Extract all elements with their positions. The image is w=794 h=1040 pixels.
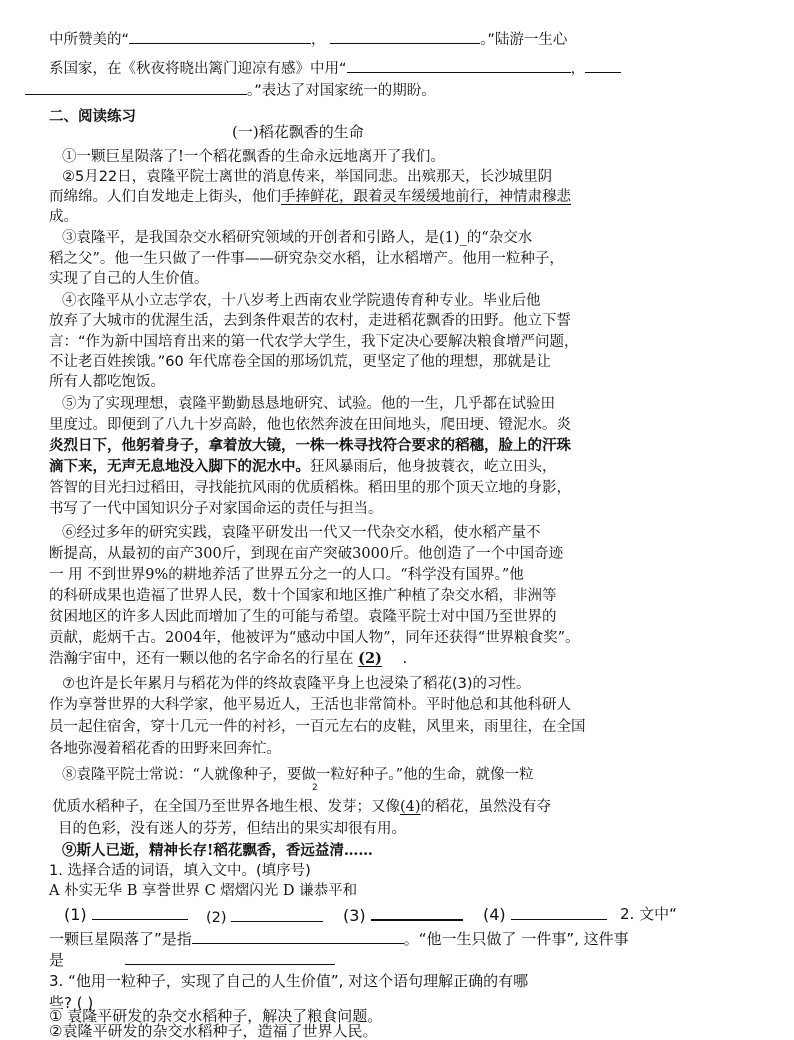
question-2-line — [49, 950, 335, 969]
option-1[interactable]: ① 袁隆平研发的杂交水稻种子，解决了粮食问题。 — [49, 1007, 383, 1025]
paragraph-line: ⑤为了实现理想，袁隆平勤勤恳恳地研究、试验。他的一生，几乎都在试验田 — [62, 396, 555, 412]
paragraph-line: 目的色彩，没有迷人的芬芳，但结出的果实却很有用。 — [58, 821, 406, 837]
paragraph-line: 答智的目光扫过稻田，寻找能抗风雨的优质稻株。稻田里的那个顶天立地的身影， — [49, 480, 571, 496]
paragraph-line: ①一颗巨星陨落了!一个稻花飘香的生命永远地离开了我们。 — [62, 149, 445, 165]
paragraph-line: 一 用 不到世界9%的耕地养活了世界五分之一的人口。“科学没有国界。”他 — [49, 567, 524, 583]
question-3: 3. “他用一粒种子，实现了自己的人生价值”, 对这个语句理解正确的有哪 — [49, 972, 529, 990]
answer-blank[interactable] — [92, 905, 188, 920]
answer-row — [64, 905, 188, 924]
question-1: 1. 选择合适的词语，填入文中。(填序号) — [49, 863, 311, 879]
answer-blank[interactable] — [231, 907, 323, 922]
line-text: 。”表达了对国家统一的期盼。 — [247, 83, 436, 99]
paragraph-line: 作为享誉世界的大科学家，他平易近人，王活也非常简朴。平时他总和其他科研人 — [49, 697, 571, 713]
line-text: 是 — [49, 951, 65, 969]
underlined-text: 手捧鲜花，跟着灵车缓缓地前行，神情肃穆悲 — [281, 189, 571, 205]
paragraph-line: ⑧袁隆平院士常说：“人就像种子，要做一粒好种子。”他的生命，就像一粒 — [62, 767, 534, 783]
paragraph-line: ④衣隆平从小立志学农，十八岁考上西南农业学院遗传育种专业。毕业后他 — [62, 293, 541, 309]
answer-label: (1) — [64, 905, 87, 924]
paragraph-line: 贡献，彪炳千古。2004年，他被评为“感动中国人物”，同年还获得“世界粮食奖”。 — [49, 630, 580, 646]
paragraph-line: 稻之父”。他一生只做了一件事——研究杂交水稻，让水稻增产。他用一粒种子， — [49, 251, 564, 267]
line-text: . — [402, 651, 408, 667]
paragraph-line: 放弃了大城市的优渥生活，去到条件艰苦的农村，走进稻花飘香的田野。他立下誓 — [49, 313, 571, 329]
paragraph-line: ⑦也许是长年累月与稻花为伴的终故袁隆平身上也浸染了稻花(3)的习性。 — [62, 676, 531, 692]
answer-blank[interactable] — [585, 58, 621, 73]
paragraph-line: ⑥经过多年的研究实践，袁隆平研发出一代又一代杂交水稻，使水稻产量不 — [62, 525, 541, 541]
paragraph-line: 各地弥漫着稻花香的田野来回奔忙。 — [49, 741, 281, 757]
answer-blank[interactable] — [25, 80, 247, 95]
line-text: 狂风暴雨后，他身披蓑衣，屹立田头， — [310, 459, 557, 475]
text-line — [25, 80, 436, 100]
answer-label: (3) — [343, 906, 366, 925]
line-text: 。”陆游一生心 — [480, 32, 568, 48]
answer-blank[interactable] — [347, 58, 571, 73]
line-text: ， — [311, 32, 326, 48]
paragraph-line: 里度过。即便到了八九十岁高龄，他也依然奔波在田间地头，爬田埂、镫泥水。炎 — [49, 417, 571, 433]
answer-label: (4) — [483, 905, 506, 924]
line-text: 中所赞美的“ — [49, 32, 130, 48]
paragraph-line — [49, 650, 407, 668]
answer-blank[interactable] — [511, 905, 607, 920]
blank-marker: (2) — [358, 650, 382, 667]
line-text: 优质水稻种子，在全国乃至世界各地生根、发芽；又像 — [52, 799, 400, 815]
question-3-paren[interactable]: 些? ( ) — [49, 994, 94, 1012]
paragraph-line: ③袁隆平，是我国杂交水稻研究领域的开创者和引路人，是(1)_的“杂交水 — [62, 230, 533, 246]
blank-marker: (4) — [400, 799, 421, 815]
paragraph-line — [49, 188, 571, 206]
paragraph-line: 断提高，从最初的亩产300斤，到现在亩产突破3000斤。他创造了一个中国奇迹 — [49, 546, 564, 562]
line-text: ， — [570, 61, 586, 77]
answer-row — [483, 905, 607, 924]
question-2-start: 2. 文中“ — [620, 905, 677, 923]
paragraph-line: 不让老百姓挨饿。”60 年代席卷全国的那场饥荒，更坚定了他的理想，那就是让 — [49, 354, 551, 370]
answer-label: (2) — [206, 910, 227, 926]
passage-title: (一)稻花飘香的生命 — [232, 123, 364, 141]
line-text: 的稻花，虽然没有夺 — [420, 799, 552, 815]
paragraph-line: 所有人都吃饱饭。 — [49, 374, 165, 390]
page-number: 2 — [312, 783, 318, 793]
section-heading: 二、阅读练习 — [49, 109, 136, 125]
bold-text: 滴下来，无声无息地没入脚下的泥水中。 — [49, 459, 310, 475]
question-1-options: A 朴实无华 B 享誉世界 C 熠熠闪光 D 谦恭平和 — [49, 883, 358, 899]
paragraph-line: 言：“作为新中国培育出来的第一代农学大学生，我下定决心要解决粮食增严问题， — [49, 334, 579, 350]
answer-blank[interactable] — [125, 950, 335, 965]
paragraph-line: 贫困地区的许多人因此而增加了生的可能与希望。袁隆平院士对中国乃至世界的 — [49, 609, 557, 625]
line-text: 浩瀚宇宙中，还有一颗以他的名字命名的行星在 — [49, 651, 354, 667]
paragraph-line: 员一起住宿舍，穿十几元一件的衬衫，一百元左右的皮鞋，风里来，雨里往，在全国 — [49, 719, 586, 735]
question-2-line — [49, 929, 629, 948]
answer-row — [206, 907, 323, 927]
text-line — [49, 29, 567, 49]
paragraph-line: ⑨斯人已逝，精神长存!稻花飘香，香远益清…… — [62, 842, 373, 859]
line-text: 一颗巨星陨落了”是指 — [49, 930, 192, 948]
line-text: 而绵绵。人们自发地走上街头，他们 — [49, 189, 281, 205]
paragraph-line: 书写了一代中国知识分子对家国命运的责任与担当。 — [49, 501, 383, 517]
line-text: 系国家，在《秋夜将晓出篱门迎凉有感》中用“ — [49, 61, 347, 77]
line-text: 。“他一生只做了 一件事”, 这件事 — [403, 930, 629, 948]
paragraph-line — [49, 458, 557, 476]
paragraph-line: 的科研成果也造福了世界人民，数十个国家和地区推广种植了杂交水稻，非洲等 — [49, 588, 557, 604]
paragraph-line: 实现了自己的人生价值。 — [49, 271, 209, 287]
text-line — [49, 58, 621, 78]
answer-blank[interactable] — [371, 905, 463, 921]
paragraph-line — [52, 798, 551, 816]
answer-blank[interactable] — [192, 929, 404, 944]
answer-blank[interactable] — [129, 29, 311, 44]
paragraph-line: 炎烈日下，他躬着身子，拿着放大镜，一株一株寻找符合要求的稻穗，脸上的汗珠 — [49, 437, 571, 454]
paragraph-line: ②5月22日，袁隆平院士离世的消息传来，举国同悲。出殡那天，长沙城里阴 — [62, 169, 553, 185]
option-2[interactable]: ②袁隆平研发的杂交水稻种子，造福了世界人民。 — [49, 1022, 378, 1040]
answer-row — [343, 905, 463, 925]
answer-blank[interactable] — [330, 29, 480, 44]
paragraph-line: 成。 — [49, 209, 78, 225]
